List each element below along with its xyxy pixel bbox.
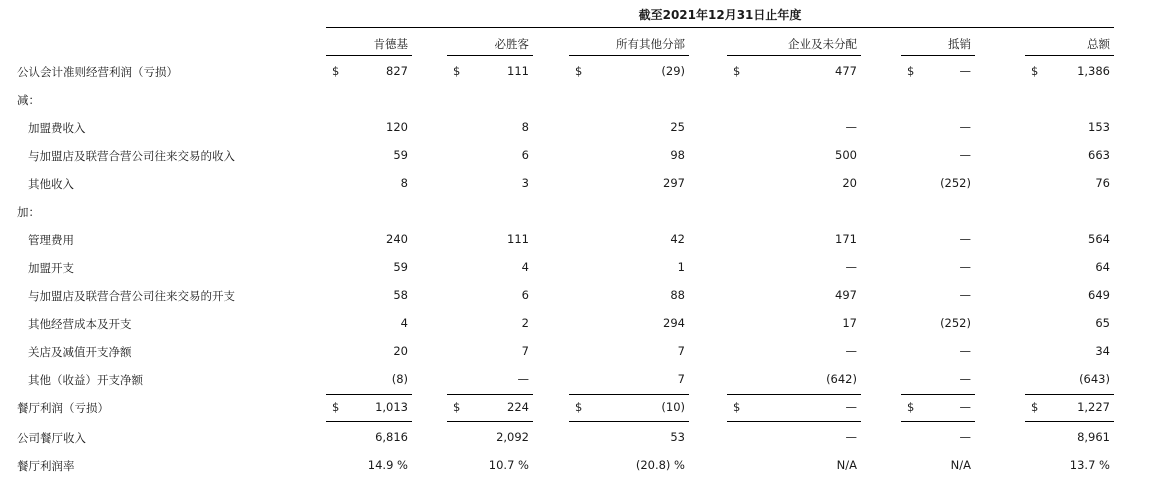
- column-header-rule: [901, 55, 975, 56]
- column-header-rule: [569, 55, 689, 56]
- cell-kfc: [326, 64, 408, 80]
- cell-pizza-hut: [447, 232, 529, 248]
- column-header-kfc: 肯德基: [373, 37, 408, 51]
- column-header-rule: [447, 55, 533, 56]
- cell-value: 53: [670, 430, 685, 444]
- cell-value: 65: [1095, 316, 1110, 330]
- currency-symbol: $: [907, 64, 915, 78]
- cell-elimination: [901, 232, 971, 248]
- cell-pizza-hut: [447, 344, 529, 360]
- cell-total: [1025, 232, 1110, 248]
- column-header-total: 总额: [1087, 37, 1110, 51]
- cell-value: —: [845, 260, 857, 274]
- cell-value: 59: [393, 148, 408, 162]
- cell-value: —: [845, 400, 857, 414]
- row-label: 管理费用: [28, 233, 74, 247]
- currency-symbol: $: [332, 400, 340, 414]
- table-row: [0, 62, 1157, 82]
- cell-pizza-hut: [447, 372, 529, 388]
- cell-value: 224: [507, 400, 529, 414]
- cell-corporate: [727, 288, 857, 304]
- cell-corporate: [727, 372, 857, 388]
- cell-value: —: [845, 344, 857, 358]
- cell-corporate: [727, 344, 857, 360]
- cell-elimination: [901, 344, 971, 360]
- total-rule: [901, 421, 975, 422]
- row-label: 加盟费收入: [28, 121, 86, 135]
- cell-value: (642): [826, 372, 857, 386]
- cell-value: 171: [835, 232, 857, 246]
- cell-elimination: [901, 120, 971, 136]
- cell-value: 8: [400, 176, 408, 190]
- row-label: 餐厅利润率: [17, 459, 75, 473]
- cell-kfc: [326, 430, 408, 446]
- cell-corporate: [727, 120, 857, 136]
- subtotal-rule: [569, 394, 689, 395]
- period-rule: [326, 27, 1114, 28]
- cell-elimination: [901, 64, 971, 80]
- cell-elimination: [901, 372, 971, 388]
- cell-value: 17: [842, 316, 857, 330]
- currency-symbol: $: [1031, 400, 1039, 414]
- column-header-corporate: 企业及未分配: [788, 37, 857, 51]
- cell-value: 88: [670, 288, 685, 302]
- cell-value: (29): [661, 64, 685, 78]
- table-row: [0, 342, 1157, 362]
- cell-value: 42: [670, 232, 685, 246]
- cell-value: 153: [1088, 120, 1110, 134]
- cell-value: 500: [835, 148, 857, 162]
- cell-all-other: [569, 372, 685, 388]
- currency-symbol: $: [733, 64, 741, 78]
- cell-value: —: [959, 232, 971, 246]
- cell-value: 649: [1088, 288, 1110, 302]
- cell-value: 20: [842, 176, 857, 190]
- currency-symbol: $: [453, 64, 461, 78]
- cell-total: [1025, 344, 1110, 360]
- cell-elimination: [901, 430, 971, 446]
- cell-pizza-hut: [447, 458, 529, 474]
- cell-all-other: [569, 148, 685, 164]
- cell-value: 58: [393, 288, 408, 302]
- total-rule: [569, 421, 689, 422]
- cell-all-other: [569, 64, 685, 80]
- cell-corporate: [727, 400, 857, 416]
- cell-kfc: [326, 400, 408, 416]
- cell-all-other: [569, 430, 685, 446]
- table-row: [0, 370, 1157, 390]
- table-row: [0, 398, 1157, 418]
- cell-corporate: [727, 64, 857, 80]
- cell-value: 3: [521, 176, 529, 190]
- cell-value: 111: [507, 232, 529, 246]
- column-header-elimination: 抵销: [948, 37, 971, 51]
- cell-value: 4: [400, 316, 408, 330]
- cell-corporate: [727, 430, 857, 446]
- cell-value: 34: [1095, 344, 1110, 358]
- column-header-rule: [1025, 55, 1114, 56]
- row-label: 关店及减值开支净额: [28, 345, 132, 359]
- cell-value: —: [959, 64, 971, 78]
- cell-value: 7: [521, 344, 529, 358]
- cell-corporate: [727, 232, 857, 248]
- currency-symbol: $: [332, 64, 340, 78]
- cell-value: 240: [386, 232, 408, 246]
- cell-value: 6: [521, 148, 529, 162]
- cell-value: 297: [663, 176, 685, 190]
- cell-value: 2: [521, 316, 529, 330]
- column-header-all-other: 所有其他分部: [616, 37, 685, 51]
- cell-value: (252): [940, 176, 971, 190]
- cell-corporate: [727, 316, 857, 332]
- cell-corporate: [727, 260, 857, 276]
- cell-value: 663: [1088, 148, 1110, 162]
- cell-all-other: [569, 232, 685, 248]
- row-label: 餐厅利润（亏损）: [17, 401, 109, 415]
- cell-total: [1025, 372, 1110, 388]
- cell-value: —: [959, 120, 971, 134]
- cell-kfc: [326, 316, 408, 332]
- cell-value: 98: [670, 148, 685, 162]
- cell-value: 25: [670, 120, 685, 134]
- cell-value: —: [959, 148, 971, 162]
- row-label: 减：: [17, 93, 40, 107]
- cell-total: [1025, 316, 1110, 332]
- total-rule: [727, 421, 861, 422]
- cell-elimination: [901, 260, 971, 276]
- cell-kfc: [326, 232, 408, 248]
- cell-all-other: [569, 344, 685, 360]
- table-row: [0, 230, 1157, 250]
- cell-value: 6,816: [375, 430, 408, 444]
- cell-elimination: [901, 288, 971, 304]
- cell-value: 20: [393, 344, 408, 358]
- cell-elimination: [901, 400, 971, 416]
- cell-value: 2,092: [496, 430, 529, 444]
- cell-elimination: [901, 316, 971, 332]
- cell-value: (10): [661, 400, 685, 414]
- total-rule: [1025, 421, 1114, 422]
- cell-all-other: [569, 176, 685, 192]
- cell-pizza-hut: [447, 400, 529, 416]
- cell-elimination: [901, 148, 971, 164]
- subtotal-rule: [727, 394, 861, 395]
- cell-value: 13.7 %: [1069, 458, 1110, 472]
- subtotal-rule: [1025, 394, 1114, 395]
- cell-pizza-hut: [447, 148, 529, 164]
- row-label: 与加盟店及联营合营公司往来交易的收入: [28, 149, 235, 163]
- cell-elimination: [901, 458, 971, 474]
- column-header-rule: [326, 55, 412, 56]
- column-header-pizza-hut: 必胜客: [494, 37, 529, 51]
- cell-value: 14.9 %: [367, 458, 408, 472]
- row-label: 加盟开支: [28, 261, 74, 275]
- cell-pizza-hut: [447, 430, 529, 446]
- cell-elimination: [901, 176, 971, 192]
- table-row: [0, 456, 1157, 476]
- cell-kfc: [326, 372, 408, 388]
- cell-value: —: [845, 120, 857, 134]
- cell-value: 827: [386, 64, 408, 78]
- table-row: [0, 146, 1157, 166]
- cell-pizza-hut: [447, 288, 529, 304]
- cell-value: 564: [1088, 232, 1110, 246]
- cell-all-other: [569, 288, 685, 304]
- row-label: 公司餐厅收入: [17, 431, 86, 445]
- cell-all-other: [569, 400, 685, 416]
- table-row: [0, 90, 1157, 110]
- cell-value: —: [959, 260, 971, 274]
- cell-total: [1025, 260, 1110, 276]
- cell-value: —: [959, 288, 971, 302]
- cell-value: 1,386: [1077, 64, 1110, 78]
- cell-all-other: [569, 458, 685, 474]
- cell-total: [1025, 458, 1110, 474]
- cell-total: [1025, 288, 1110, 304]
- cell-value: —: [959, 400, 971, 414]
- table-row: [0, 314, 1157, 334]
- total-rule: [326, 421, 412, 422]
- cell-kfc: [326, 344, 408, 360]
- cell-total: [1025, 148, 1110, 164]
- cell-value: 120: [386, 120, 408, 134]
- cell-value: —: [845, 430, 857, 444]
- cell-value: 7: [677, 344, 685, 358]
- cell-kfc: [326, 148, 408, 164]
- cell-value: N/A: [836, 458, 857, 472]
- cell-corporate: [727, 176, 857, 192]
- row-label: 其他（收益）开支净额: [28, 373, 143, 387]
- table-row: [0, 118, 1157, 138]
- cell-value: 76: [1095, 176, 1110, 190]
- row-label: 加：: [17, 205, 40, 219]
- subtotal-rule: [901, 394, 975, 395]
- cell-kfc: [326, 458, 408, 474]
- currency-symbol: $: [453, 400, 461, 414]
- currency-symbol: $: [733, 400, 741, 414]
- cell-all-other: [569, 260, 685, 276]
- cell-value: 8,961: [1077, 430, 1110, 444]
- cell-value: —: [959, 430, 971, 444]
- cell-corporate: [727, 458, 857, 474]
- total-rule: [447, 421, 533, 422]
- cell-value: 1,013: [375, 400, 408, 414]
- cell-value: (252): [940, 316, 971, 330]
- cell-pizza-hut: [447, 64, 529, 80]
- table-row: [0, 202, 1157, 222]
- table-row: [0, 174, 1157, 194]
- cell-value: 64: [1095, 260, 1110, 274]
- cell-pizza-hut: [447, 176, 529, 192]
- cell-value: 7: [677, 372, 685, 386]
- cell-kfc: [326, 176, 408, 192]
- cell-value: 10.7 %: [488, 458, 529, 472]
- cell-value: 1: [677, 260, 685, 274]
- cell-value: (8): [391, 372, 408, 386]
- cell-value: 477: [835, 64, 857, 78]
- cell-value: 1,227: [1077, 400, 1110, 414]
- currency-symbol: $: [907, 400, 915, 414]
- cell-total: [1025, 176, 1110, 192]
- currency-symbol: $: [1031, 64, 1039, 78]
- cell-value: 8: [521, 120, 529, 134]
- table-row: [0, 428, 1157, 448]
- currency-symbol: $: [575, 64, 583, 78]
- cell-kfc: [326, 120, 408, 136]
- cell-value: —: [517, 372, 529, 386]
- cell-value: 4: [521, 260, 529, 274]
- cell-value: N/A: [950, 458, 971, 472]
- row-label: 公认会计准则经营利润（亏损）: [17, 65, 178, 79]
- cell-kfc: [326, 260, 408, 276]
- cell-pizza-hut: [447, 260, 529, 276]
- cell-total: [1025, 400, 1110, 416]
- cell-value: 6: [521, 288, 529, 302]
- column-header-rule: [727, 55, 861, 56]
- cell-value: 294: [663, 316, 685, 330]
- period-header: 截至2021年12月31日止年度: [638, 8, 802, 22]
- cell-value: (20.8) %: [635, 458, 685, 472]
- cell-kfc: [326, 288, 408, 304]
- row-label: 其他收入: [28, 177, 74, 191]
- cell-value: 111: [507, 64, 529, 78]
- cell-corporate: [727, 148, 857, 164]
- cell-total: [1025, 430, 1110, 446]
- row-label: 与加盟店及联营合营公司往来交易的开支: [28, 289, 235, 303]
- subtotal-rule: [326, 394, 412, 395]
- table-row: [0, 258, 1157, 278]
- cell-all-other: [569, 316, 685, 332]
- subtotal-rule: [447, 394, 533, 395]
- cell-value: (643): [1079, 372, 1110, 386]
- cell-total: [1025, 120, 1110, 136]
- cell-pizza-hut: [447, 316, 529, 332]
- cell-total: [1025, 64, 1110, 80]
- row-label: 其他经营成本及开支: [28, 317, 132, 331]
- cell-value: 497: [835, 288, 857, 302]
- cell-value: —: [959, 344, 971, 358]
- cell-pizza-hut: [447, 120, 529, 136]
- currency-symbol: $: [575, 400, 583, 414]
- cell-value: 59: [393, 260, 408, 274]
- cell-value: —: [959, 372, 971, 386]
- table-row: [0, 286, 1157, 306]
- cell-all-other: [569, 120, 685, 136]
